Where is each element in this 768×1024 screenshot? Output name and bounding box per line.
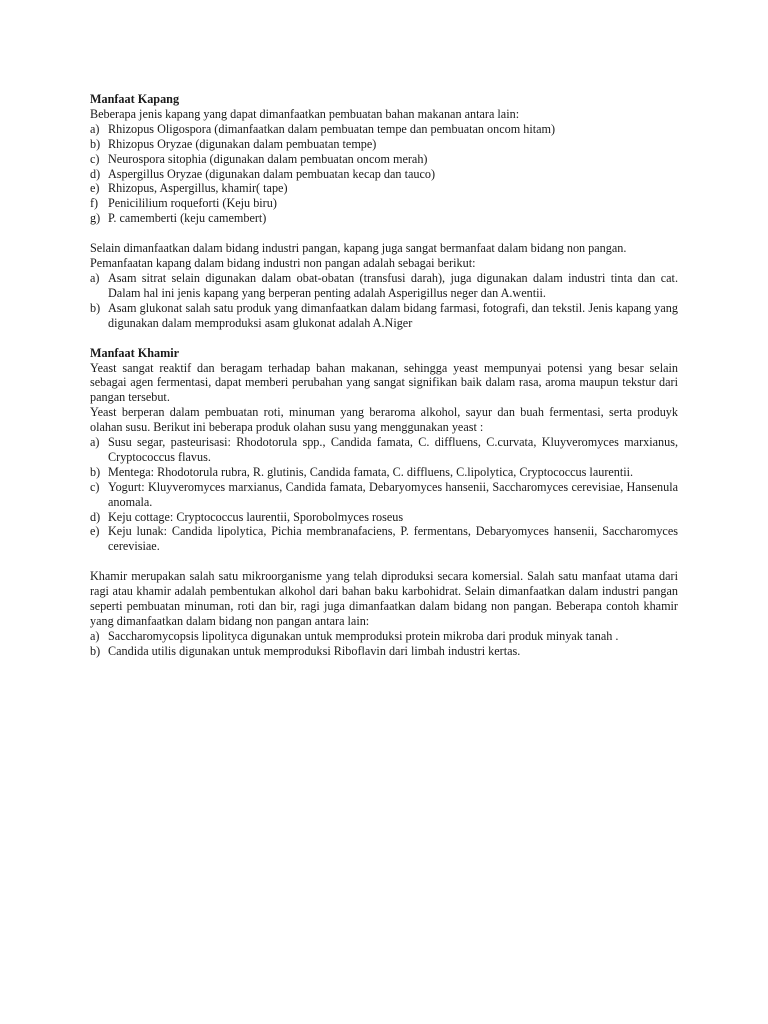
list-item xyxy=(90,181,678,196)
list-marker: d) xyxy=(90,509,101,524)
kapang-nonfood-intro: Pemanfaatan kapang dalam bidang industri non pangan adalah sebagai berikut: xyxy=(90,256,476,271)
list-item-text: P. camemberti (keju camembert) xyxy=(108,211,267,226)
list-marker: d) xyxy=(90,166,101,181)
list-item-text: Penicililium roqueforti (Keju biru) xyxy=(108,196,277,211)
list-item xyxy=(90,435,678,465)
kapang-nonfood-list xyxy=(90,271,678,331)
kapang-intro: Beberapa jenis kapang yang dapat dimanfaatkan pembuatan bahan makanan antara lain: xyxy=(90,106,520,121)
list-item-text: Mentega: Rhodotorula rubra, R. glutinis, Candida famata, C. diffluens, C.lipolytica, Cryptococcus laurentii. xyxy=(108,464,634,479)
kapang-food-list xyxy=(90,122,678,226)
list-item xyxy=(90,465,678,480)
list-item xyxy=(90,211,678,226)
section-title-kapang: Manfaat Kapang xyxy=(90,92,180,106)
khamir-paragraph-1: Yeast sangat reaktif dan beragam terhadap bahan makanan, sehingga yeast mempunyai potensi yang besar selain sebagai agen fermentasi, dapat memberi perubahan yang sangat signifikan baik dalam rasa, aroma maupun tekstur dari pangan tersebut. xyxy=(90,360,678,405)
list-item xyxy=(90,629,678,644)
khamir-dairy-list xyxy=(90,435,678,554)
section-title-khamir: Manfaat Khamir xyxy=(90,345,180,360)
list-marker: c) xyxy=(90,479,100,494)
list-item-text: Rhizopus Oryzae (digunakan dalam pembuatan tempe) xyxy=(108,136,377,151)
list-marker: c) xyxy=(90,151,100,166)
list-item xyxy=(90,271,678,301)
list-marker: f) xyxy=(90,196,99,211)
list-item-text: Neurospora sitophia (digunakan dalam pembuatan oncom merah) xyxy=(108,151,428,166)
list-item xyxy=(90,524,678,554)
khamir-paragraph-2: Yeast berperan dalam pembuatan roti, minuman yang beraroma alkohol, sayur dan buah fermentasi, serta produyk olahan susu. Berikut ini beberapa produk olahan susu yang menggunakan yeast : xyxy=(90,405,678,435)
list-item-text: Keju lunak: Candida lipolytica, Pichia membranafaciens, P. fermentans, Debaryomyces hansenii, Saccharomyces cerevisiae. xyxy=(108,524,678,554)
list-marker: a) xyxy=(90,121,100,136)
list-item xyxy=(90,510,678,525)
list-item xyxy=(90,122,678,137)
list-item xyxy=(90,167,678,182)
list-marker: a) xyxy=(90,628,100,643)
list-marker: b) xyxy=(90,464,101,479)
list-item xyxy=(90,480,678,510)
list-item-text: Rhizopus Oligospora (dimanfaatkan dalam pembuatan tempe dan pembuatan oncom hitam) xyxy=(108,121,556,136)
list-item-text: Keju cottage: Cryptococcus laurentii, Sporobolmyces roseus xyxy=(108,509,404,524)
list-item-text: Susu segar, pasteurisasi: Rhodotorula spp., Candida famata, C. diffluens, C.curvata, Kluyveromyces marxianus, Cryptococcus flavus. xyxy=(108,435,678,464)
document-page xyxy=(90,92,678,659)
list-marker: e) xyxy=(90,524,100,539)
list-item xyxy=(90,152,678,167)
list-item-text: Saccharomycopsis lipolityca digunakan untuk memproduksi protein mikroba dari produk minyak tanah . xyxy=(108,628,619,643)
list-item xyxy=(90,137,678,152)
kapang-nonfood-paragraph: Selain dimanfaatkan dalam bidang industri pangan, kapang juga sangat bermanfaat dalam bidang non pangan. xyxy=(90,241,627,256)
spacer xyxy=(90,331,678,346)
khamir-nonfood-list xyxy=(90,629,678,659)
list-marker: b) xyxy=(90,300,101,315)
list-marker: b) xyxy=(90,136,101,151)
spacer xyxy=(90,554,678,569)
list-item-text: Aspergillus Oryzae (digunakan dalam pembuatan kecap dan tauco) xyxy=(108,166,436,181)
list-marker: b) xyxy=(90,643,101,658)
khamir-paragraph-3: Khamir merupakan salah satu mikroorganisme yang telah diproduksi secara komersial. Salah satu manfaat utama dari ragi atau khamir adalah pembentukan alkohol dari bahan baku karbohidrat. Selain dimanfaatkan dalam industri pangan seperti pembuatan minuman, roti dan bir, ragi juga dimanfaatkan dalam bidang non pangan. Beberapa contoh khamir yang dimanfaatkan dalam bidang non pangan antara lain: xyxy=(90,569,678,628)
list-item-text: Asam glukonat salah satu produk yang dimanfaatkan dalam bidang farmasi, fotografi, dan tekstil. Jenis kapang yang digunakan dalam memproduksi asam glukonat adalah A.Niger xyxy=(108,300,678,330)
list-item-text: Candida utilis digunakan untuk memproduksi Riboflavin dari limbah industri kertas. xyxy=(108,643,521,658)
list-marker: e) xyxy=(90,181,100,196)
list-item xyxy=(90,301,678,331)
list-marker: a) xyxy=(90,435,100,450)
list-item-text: Yogurt: Kluyveromyces marxianus, Candida famata, Debaryomyces hansenii, Saccharomyces cerevisiae, Hansenula anomala. xyxy=(108,479,678,509)
list-marker: a) xyxy=(90,270,100,285)
list-item xyxy=(90,644,678,659)
list-item xyxy=(90,196,678,211)
spacer xyxy=(90,226,678,241)
list-marker: g) xyxy=(90,211,101,226)
list-item-text: Rhizopus, Aspergillus, khamir( tape) xyxy=(108,181,288,196)
list-item-text: Asam sitrat selain digunakan dalam obat-obatan (transfusi darah), juga digunakan dalam industri tinta dan cat. Dalam hal ini jenis kapang yang berperan penting adalah Asperigillus neger dan A.wentii. xyxy=(108,270,678,300)
